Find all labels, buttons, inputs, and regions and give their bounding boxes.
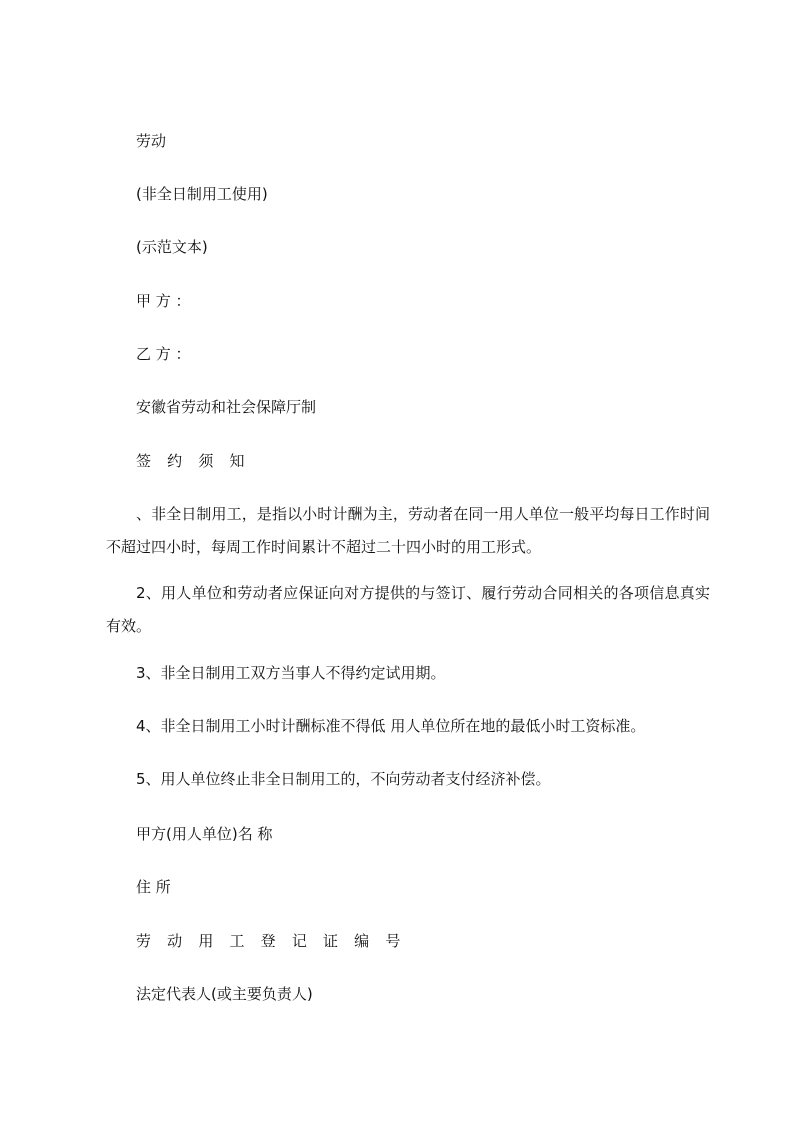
notice-item-2: 2、用人单位和劳动者应保证向对方提供的与签订、履行劳动合同相关的各项信息真实有效。 xyxy=(106,584,710,635)
legal-representative-field: 法定代表人(或主要负责人) xyxy=(136,985,313,1003)
notice-item-4: 4、非全日制用工小时计酬标准不得低 用人单位所在地的最低小时工资标准。 xyxy=(136,717,646,735)
document-title: 劳动 xyxy=(136,132,167,150)
notice-heading: 签 约 须 知 xyxy=(136,452,251,470)
issuer-line: 安徽省劳动和社会保障厅制 xyxy=(136,398,317,416)
party-b-label: 乙 方 ： xyxy=(136,345,191,363)
registration-number-field: 劳 动 用 工 登 记 证 编 号 xyxy=(136,932,407,950)
template-note: (示范文本) xyxy=(136,238,208,256)
party-a-label: 甲 方 ： xyxy=(136,292,191,310)
notice-item-3: 3、非全日制用工双方当事人不得约定试用期。 xyxy=(136,664,446,682)
notice-item-5: 5、用人单位终止非全日制用工的，不向劳动者支付经济补偿。 xyxy=(136,770,551,788)
employer-name-field: 甲方(用人单位)名 称 xyxy=(136,825,273,843)
address-field: 住 所 xyxy=(136,878,171,896)
notice-item-1: 、非全日制用工，是指以小时计酬为主，劳动者在同一用人单位一般平均每日工作时间不超过四小时，每周工作时间累计不超过二十四小时的用工形式。 xyxy=(106,505,710,556)
document-subtitle: (非全日制用工使用) xyxy=(136,185,268,203)
